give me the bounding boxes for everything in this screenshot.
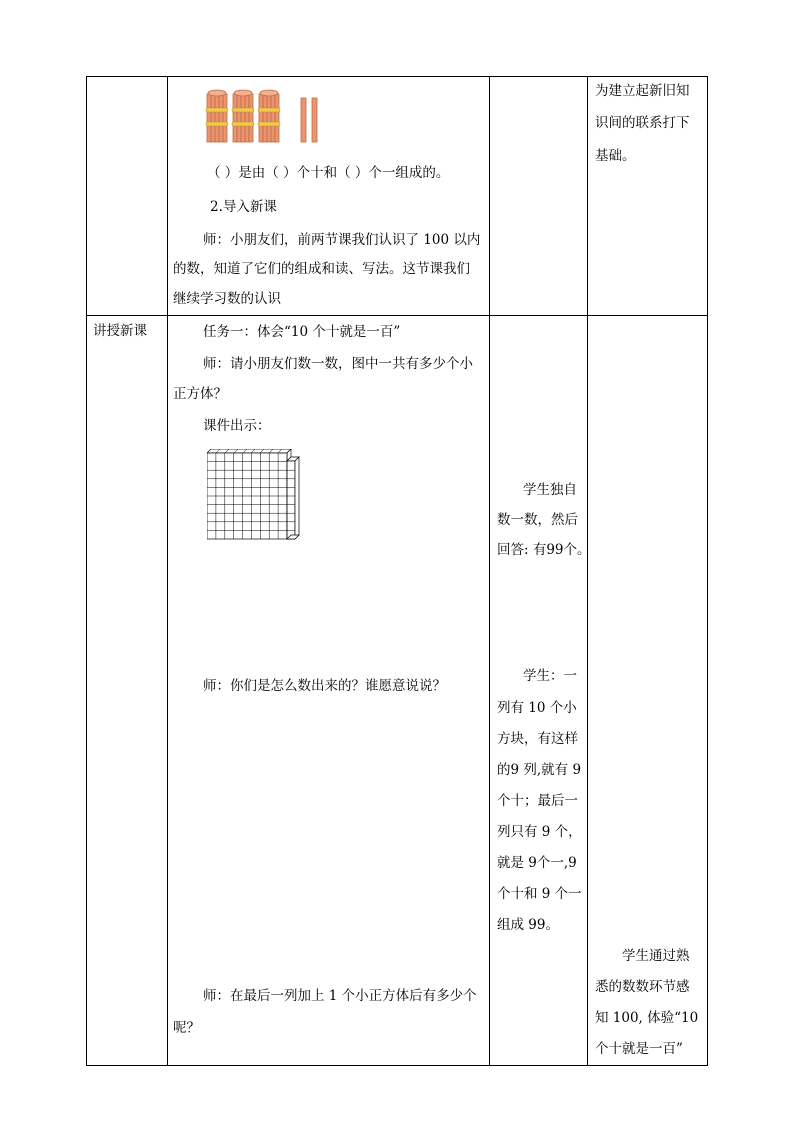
student-answer-2-line-8: 个十和 9 个一 — [497, 886, 582, 902]
teacher-question-3-line-2: 呢？ — [173, 1020, 200, 1036]
intro-paragraph-line-3: 继续学习数的认识 — [173, 291, 281, 307]
student-answer-2-line-7: 就是 9个一,9 — [497, 855, 577, 871]
student-answer-1-line-3: 回答: 有99个。 — [497, 542, 591, 558]
student-answer-1-line-1: 学生独自 — [523, 482, 577, 498]
student-answer-2-line-2: 列有 10 个小 — [497, 700, 577, 716]
intro-paragraph-line-1: 师：小朋友们，前两节课我们认识了 100 以内 — [203, 232, 481, 248]
design-intent-2-line-2: 悉的数数环节感 — [595, 979, 690, 995]
counting-stick-bundles-icon — [205, 88, 330, 146]
student-answer-2-line-4: 的9 列,就有 9 — [497, 762, 582, 778]
table-divider-3 — [587, 76, 588, 1066]
design-intent-line-1: 为建立起新旧知 — [595, 83, 690, 99]
table-border-left — [86, 76, 87, 1066]
table-row-divider — [86, 315, 708, 316]
design-intent-2-line-4: 个十就是一百” — [595, 1041, 683, 1057]
table-divider-2 — [489, 76, 490, 1066]
table-border-right — [707, 76, 708, 1066]
teacher-question-2: 师：你们是怎么数出来的？谁愿意说说？ — [203, 678, 446, 694]
student-answer-2-line-1: 学生：一 — [523, 668, 577, 684]
student-answer-2-line-6: 列只有 9 个， — [497, 824, 582, 840]
intro-paragraph-line-2: 的数，知道了它们的组成和读、写法。这节课我们 — [173, 261, 470, 277]
table-border-bottom — [86, 1065, 708, 1066]
courseware-label: 课件出示： — [203, 418, 271, 434]
section-heading: 2.导入新课 — [210, 199, 277, 215]
task-title: 任务一：体会“10 个十就是一百” — [203, 324, 401, 340]
cube-grid-icon — [207, 449, 307, 543]
teacher-question-3-line-1: 师：在最后一列加上 1 个小正方体后有多少个 — [203, 988, 477, 1004]
design-intent-line-3: 基础。 — [595, 148, 636, 164]
teacher-question-1-line-2: 正方体？ — [173, 386, 227, 402]
student-answer-2-line-5: 个十；最后一 — [497, 793, 578, 809]
design-intent-2-line-3: 知 100, 体验“10 — [595, 1010, 699, 1026]
teacher-question-1-line-1: 师：请小朋友们数一数，图中一共有多少个小 — [203, 356, 473, 372]
table-divider-1 — [167, 76, 168, 1066]
design-intent-2-line-1: 学生通过熟 — [622, 948, 690, 964]
table-border-top — [86, 76, 708, 77]
fill-in-question: （ ）是由（ ）个十和（ ）个一组成的。 — [207, 165, 450, 181]
stage-label: 讲授新课 — [93, 323, 147, 339]
student-answer-2-line-9: 组成 99。 — [497, 917, 559, 933]
student-answer-2-line-3: 方块，有这样 — [497, 731, 578, 747]
student-answer-1-line-2: 数一数，然后 — [497, 512, 578, 528]
design-intent-line-2: 识间的联系打下 — [595, 115, 690, 131]
